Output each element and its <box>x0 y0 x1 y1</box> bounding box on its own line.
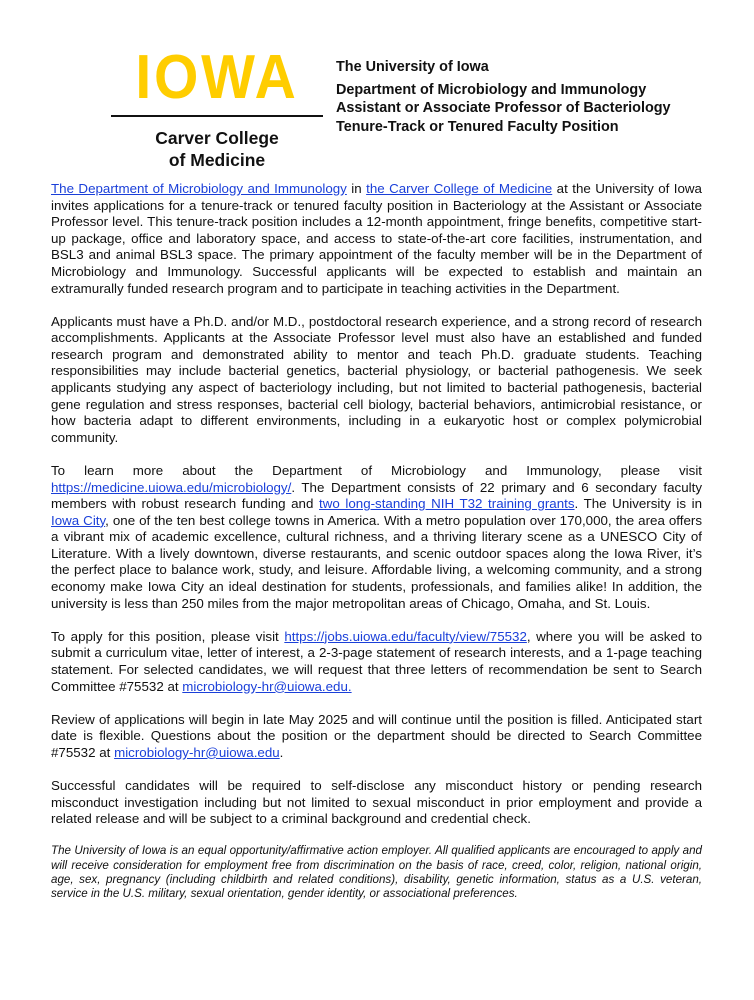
intro-paragraph <box>51 181 702 297</box>
dept-info-text-3: . The University is in <box>574 496 702 512</box>
jobs-link[interactable]: https://jobs.uiowa.edu/faculty/view/75532 <box>284 628 527 644</box>
logo-divider <box>111 115 323 117</box>
hr-email-link-2[interactable]: microbiology-hr@uiowa.edu <box>114 744 280 760</box>
dept-info-text-4: , one of the ten best college towns in America. With a metro population over 170,000, the area offers a vibrant mix of academic excellence, cultural richness, and a thriving literary scene as a UNESCO City of Literature. With a lively downtown, diverse restaurants, and scenic outdoor spaces along the Iowa River, it’s the perfect place to balance work, study, and leisure. Affordable living, a welcoming community, and a strong economy make Iowa City an ideal destination for students, professionals, and families alike! In addition, the university is less than 250 miles from the major metropolitan areas of Chicago, Omaha, and St. Louis. <box>51 512 702 611</box>
review-text-1: Review of applications will begin in late May 2025 and will continue until the position is filled. Anticipated start date is flexible. Questions about the position or the department should be directed to Search Committee #75532 at <box>51 711 702 760</box>
eeo-statement: The University of Iowa is an equal opportunity/affirmative action employer. All qualified applicants are encouraged to apply and will receive consideration for employment free from discrimination on the basis of race, creed, color, religion, national origin, age, sex, pregnancy (including childbirth and related conditions), disability, genetic information, status as a U.S. veteran, service in the U.S. military, sexual orientation, gender identity, or associational preferences. <box>51 844 702 901</box>
intro-text-2: at the University of Iowa invites applications for a tenure-track or tenured faculty position in Bacteriology at the Assistant or Associate Professor level. This tenure-track position includes a 12-month appointment, fringe benefits, competitive start-up package, office and laboratory space, and access to state-of-the-art core facilities, instrumentation, and BSL3 and animal BSL3 space. The primary appointment of the faculty member will be in the Department of Microbiology and Immunology. Successful applicants will be expected to establish and maintain an extramurally funded research program and to participate in teaching activities in the Department. <box>51 181 702 296</box>
university-name: The University of Iowa <box>336 59 489 75</box>
disclosure-paragraph: Successful candidates will be required to self-disclose any misconduct history or pending research misconduct investigation including but not limited to sexual misconduct in prior employment and provide a related release and will be subject to a criminal background and credential check. <box>51 777 702 827</box>
dept-info-text-1: To learn more about the Department of Microbiology and Immunology, please visit <box>51 462 702 478</box>
logo-college-line-1: Carver College <box>155 128 279 148</box>
application-paragraph <box>51 629 702 695</box>
college-link[interactable]: the Carver College of Medicine <box>366 181 553 196</box>
position-track: Tenure-Track or Tenured Faculty Position <box>336 118 619 135</box>
department-info-paragraph <box>51 463 702 612</box>
title-block <box>336 58 671 136</box>
hr-email-link[interactable]: microbiology-hr@uiowa.edu. <box>182 678 352 694</box>
t32-grants-link[interactable]: two long-standing NIH T32 training grants <box>319 496 575 512</box>
review-paragraph <box>51 712 702 762</box>
intro-text-1: in <box>346 181 367 196</box>
apply-text-1: To apply for this position, please visit <box>51 628 285 644</box>
department-name: Department of Microbiology and Immunology <box>336 81 647 98</box>
logo-college-line-2: of Medicine <box>168 150 266 170</box>
iowa-wordmark: IOWA <box>135 43 299 112</box>
apply-text-2: , where you will be asked to submit a curriculum vitae, letter of interest, a 2-3-page statement of research interests, and a 1-page teaching statement. For selected candidates, we will request that three letters of recommendation be sent to Search Committee #75532 at <box>51 628 702 694</box>
qualifications-paragraph: Applicants must have a Ph.D. and/or M.D., postdoctoral research experience, and a strong record of research accomplishments. Applicants at the Associate Professor level must also have an established and funded research program and demonstrated ability to mentor and teach Ph.D. graduate students. Teaching responsibilities may include bacterial genetics, bacterial physiology, or bacterial pathogenesis. We seek applicants studying any aspect of bacteriology including, but not limited to bacterial pathogenesis, bacterial gene regulation and stress responses, bacterial cell biology, bacterial behaviors, antimicrobial resistance, or how bacteria adapt to different environments, including in a eukaryotic host or complex polymicrobial community. <box>51 313 702 445</box>
carver-college-logo <box>111 43 323 171</box>
posting-body <box>51 181 702 902</box>
department-website-link[interactable]: https://medicine.uiowa.edu/microbiology/ <box>51 479 292 495</box>
position-title: Assistant or Associate Professor of Bacteriology <box>336 100 671 116</box>
dept-info-text-2: . The Department consists of 22 primary and 6 secondary faculty members with robust research funding and <box>51 479 702 512</box>
department-link[interactable]: The Department of Microbiology and Immunology <box>51 181 347 196</box>
header <box>51 0 702 178</box>
iowa-city-link[interactable]: Iowa City <box>51 512 106 528</box>
review-text-2: . <box>279 744 284 760</box>
